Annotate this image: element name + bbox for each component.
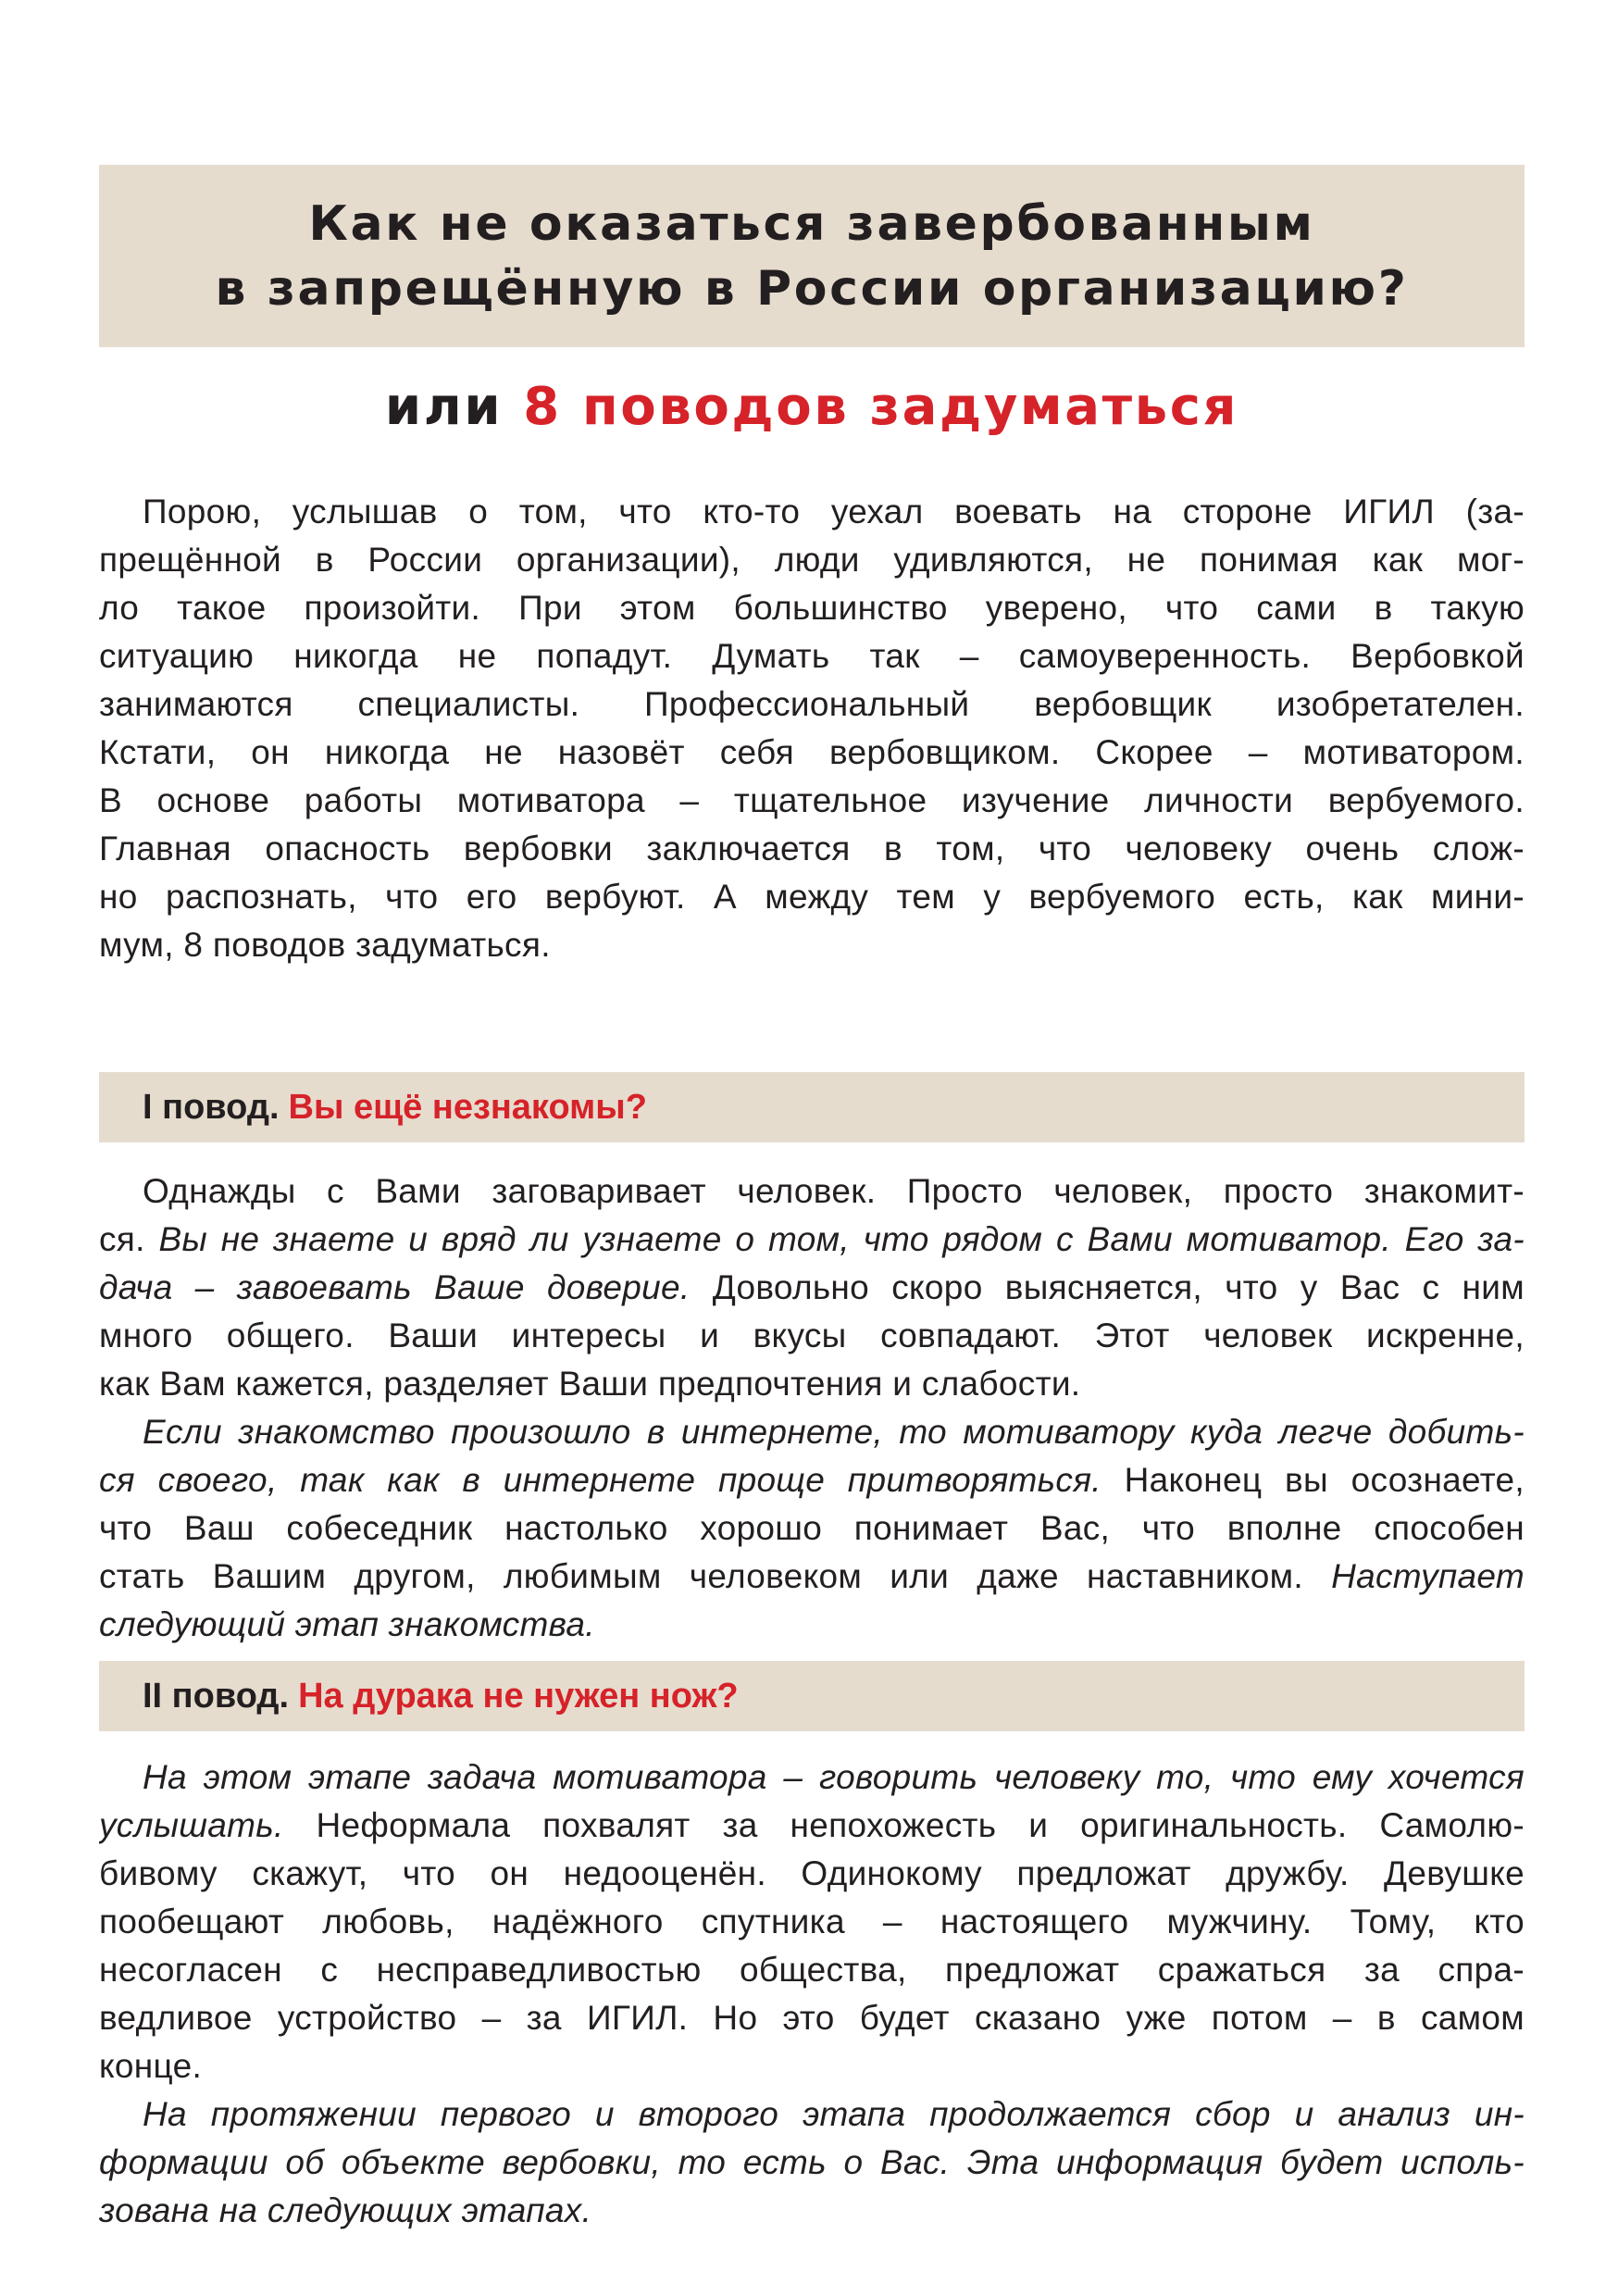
section-header-1 (99, 1072, 1525, 1142)
section-2-paragraph-2 (99, 2090, 1525, 2235)
text-line (99, 536, 1525, 584)
title-line-2: в запрещённую в России организацию? (215, 260, 1409, 317)
text-line (99, 2139, 1525, 2187)
text-run: что Ваш собеседник настолько хорошо понимает Вас, что вполне способен (99, 1509, 1525, 1547)
text-line (99, 873, 1525, 921)
italic-text: услышать. (99, 1806, 284, 1844)
text-run: но распознать, что его вербуют. А между тем у вербуемого есть, как мини- (99, 878, 1525, 916)
text-line (99, 584, 1525, 632)
text-line (99, 1264, 1525, 1312)
text-line (99, 1850, 1525, 1898)
text-line (99, 1994, 1525, 2042)
text-run: пообещают любовь, надёжного спутника – настоящего мужчину. Тому, кто (99, 1903, 1525, 1940)
text-line (99, 1946, 1525, 1994)
text-line (99, 1456, 1525, 1504)
section-header-2 (99, 1661, 1525, 1731)
text-line (99, 632, 1525, 680)
text-run: В основе работы мотиватора – тщательное изучение личности вербуемого. (99, 781, 1525, 819)
text-line (99, 1408, 1525, 1456)
text-line (99, 1312, 1525, 1360)
text-line (99, 777, 1525, 825)
italic-text: дача – завоевать Ваше доверие. (99, 1268, 691, 1306)
text-run: Порою, услышав о том, что кто-то уехал воевать на стороне ИГИЛ (за- (143, 493, 1525, 530)
text-line (99, 1360, 1525, 1408)
text-run: ведливое устройство – за ИГИЛ. Но это будет сказано уже потом – в самом (99, 1999, 1525, 2037)
text-run: прещённой в России организации), люди удивляются, не понимая как мог- (99, 541, 1525, 579)
text-line (99, 729, 1525, 777)
text-run: Довольно скоро выясняется, что у Вас с ним (690, 1268, 1525, 1306)
italic-text: следующий этап знакомства. (99, 1605, 595, 1643)
italic-text: На этом этапе задача мотиватора – говорить человеку то, что ему хочется (143, 1758, 1525, 1796)
text-run: ло такое произойти. При этом большинство уверено, что сами в такую (99, 589, 1525, 627)
text-line (99, 825, 1525, 873)
text-line (99, 1216, 1525, 1264)
text-run: несогласен с несправедливостью общества, предложат сражаться за спра- (99, 1951, 1525, 1989)
italic-text: зована на следующих этапах. (99, 2191, 592, 2229)
section-2-paragraph-1 (99, 1753, 1525, 2090)
text-line (99, 1504, 1525, 1553)
text-run: стать Вашим другом, любимым человеком или даже наставником. (99, 1557, 1332, 1595)
section-1-paragraph-1 (99, 1167, 1525, 1408)
italic-text: Наступает (1331, 1557, 1525, 1595)
title-line-1: Как не оказаться завербованным (308, 195, 1315, 252)
text-run: ся. (99, 1220, 159, 1258)
text-line (99, 1167, 1525, 1216)
text-run: занимаются специалисты. Профессиональный вербовщик изобретателен. (99, 685, 1525, 723)
section-question: На дурака не нужен нож? (298, 1676, 739, 1716)
subtitle-highlight: 8 поводов задуматься (523, 377, 1239, 437)
text-line (99, 488, 1525, 536)
italic-text: На протяжении первого и второго этапа продолжается сбор и анализ ин- (143, 2095, 1525, 2133)
section-number: II повод. (143, 1676, 290, 1716)
text-line (99, 2090, 1525, 2139)
italic-text: формации об объекте вербовки, то есть о Вас. Эта информация будет исполь- (99, 2143, 1525, 2181)
text-run: мум, 8 поводов задуматься. (99, 926, 551, 964)
italic-text: Если знакомство произошло в интернете, то мотиватору куда легче добить- (143, 1413, 1525, 1451)
text-run: много общего. Ваши интересы и вкусы совпадают. Этот человек искренне, (99, 1316, 1525, 1354)
text-run: как Вам кажется, разделяет Ваши предпочтения и слабости. (99, 1365, 1081, 1403)
title-box (99, 165, 1525, 347)
section-question: Вы ещё незнакомы? (288, 1087, 647, 1127)
text-run: конце. (99, 2047, 203, 2085)
text-line (99, 1753, 1525, 1802)
text-run: Неформала похвалят за непохожесть и оригинальность. Самолю- (283, 1806, 1525, 1844)
italic-text: ся своего, так как в интернете проще притворяться. (99, 1461, 1101, 1499)
text-line (99, 2187, 1525, 2235)
section-1-paragraph-2 (99, 1408, 1525, 1649)
italic-text: Вы не знаете и вряд ли узнаете о том, что рядом с Вами мотиватор. Его за- (158, 1220, 1525, 1258)
intro-paragraph (99, 488, 1525, 969)
subtitle (99, 370, 1525, 444)
text-line (99, 1601, 1525, 1649)
text-line (99, 1898, 1525, 1946)
text-line (99, 2042, 1525, 2090)
text-line (99, 680, 1525, 729)
text-line (99, 1553, 1525, 1601)
text-run: бивому скажут, что он недооценён. Одинокому предложат дружбу. Девушке (99, 1854, 1525, 1892)
text-run: ситуацию никогда не попадут. Думать так – самоуверенность. Вербовкой (99, 637, 1525, 675)
text-line (99, 1802, 1525, 1850)
text-run: Кстати, он никогда не назовёт себя вербовщиком. Скорее – мотиватором. (99, 733, 1525, 771)
subtitle-prefix: или (384, 377, 504, 437)
text-run: Наконец вы осознаете, (1101, 1461, 1525, 1499)
text-run: Однажды с Вами заговаривает человек. Просто человек, просто знакомит- (143, 1172, 1525, 1210)
text-run: Главная опасность вербовки заключается в том, что человеку очень слож- (99, 830, 1525, 867)
section-number: I повод. (143, 1087, 280, 1127)
text-line (99, 921, 1525, 969)
